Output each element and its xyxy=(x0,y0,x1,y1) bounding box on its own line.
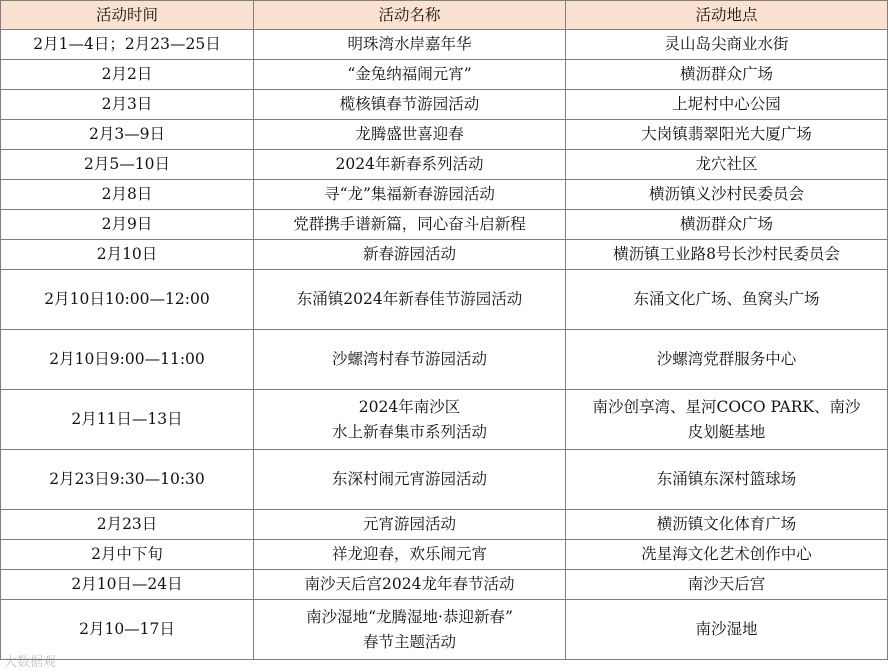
cell-name-text: 2024年新春系列活动 xyxy=(335,155,484,173)
cell-name-text: 寻“龙”集福新春游园活动 xyxy=(324,185,495,203)
cell-name xyxy=(254,270,566,330)
cell-place-text: 横沥群众广场 xyxy=(679,65,773,83)
cell-time-text: 2月10—17日 xyxy=(79,620,175,638)
cell-place xyxy=(566,270,888,330)
table-row xyxy=(1,210,888,240)
cell-place-text: 横沥镇工业路8号长沙村民委员会 xyxy=(613,245,840,263)
cell-name xyxy=(254,90,566,120)
watermark-logo: 大数据观 xyxy=(4,655,57,670)
cell-time xyxy=(1,450,254,510)
cell-time xyxy=(1,30,254,60)
table-row xyxy=(1,30,888,60)
cell-place xyxy=(566,510,888,540)
cell-time-text: 2月10日10:00—12:00 xyxy=(44,290,210,308)
cell-name-text: 新春游园活动 xyxy=(362,245,456,263)
cell-place-text: 横沥群众广场 xyxy=(679,215,773,233)
table-row xyxy=(1,570,888,600)
cell-time xyxy=(1,180,254,210)
cell-name-text: 沙螺湾村春节游园活动 xyxy=(331,350,487,368)
cell-name-text: 南沙湿地“龙腾湿地·恭迎新春” xyxy=(306,607,513,626)
cell-name xyxy=(254,510,566,540)
cell-time-text: 2月23日 xyxy=(96,515,158,533)
cell-place xyxy=(566,600,888,660)
cell-time-text: 2月1—4日；2月23—25日 xyxy=(33,35,221,53)
cell-place-text: 东涌镇东深村篮球场 xyxy=(656,470,797,488)
cell-name-text: 榄核镇春节游园活动 xyxy=(339,95,480,113)
cell-time xyxy=(1,390,254,450)
cell-place-text: 横沥镇文化体育广场 xyxy=(656,515,797,533)
cell-place xyxy=(566,330,888,390)
cell-place xyxy=(566,90,888,120)
table-row xyxy=(1,600,888,660)
cell-time xyxy=(1,210,254,240)
table-row xyxy=(1,120,888,150)
cell-time-text: 2月8日 xyxy=(101,185,153,203)
cell-name xyxy=(254,210,566,240)
header-row xyxy=(1,1,888,30)
header-name: 活动名称 xyxy=(254,1,566,30)
cell-name xyxy=(254,60,566,90)
cell-time xyxy=(1,540,254,570)
cell-place-text: 龙穴社区 xyxy=(695,155,758,173)
cell-name-text: 东涌镇2024年新春佳节游园活动 xyxy=(296,290,523,308)
cell-name-text: 龙腾盛世喜迎春 xyxy=(355,125,464,143)
cell-time-text: 2月23日9:30—10:30 xyxy=(49,470,205,488)
table-row xyxy=(1,150,888,180)
cell-name-text: 元宵游园活动 xyxy=(362,515,456,533)
cell-time xyxy=(1,240,254,270)
table-body xyxy=(1,30,888,660)
cell-place xyxy=(566,150,888,180)
cell-place xyxy=(566,60,888,90)
cell-place-text: 皮划艇基地 xyxy=(687,422,766,441)
cell-place xyxy=(566,450,888,510)
cell-place-text: 大岗镇翡翠阳光大厦广场 xyxy=(641,125,812,143)
cell-name xyxy=(254,30,566,60)
cell-time xyxy=(1,120,254,150)
cell-name xyxy=(254,240,566,270)
cell-time xyxy=(1,60,254,90)
cell-name-text: 2024年南沙区 xyxy=(358,397,461,416)
cell-place-text: 灵山岛尖商业水街 xyxy=(664,35,789,53)
cell-place-text: 上坭村中心公园 xyxy=(672,95,781,113)
table-row xyxy=(1,450,888,510)
cell-name xyxy=(254,150,566,180)
cell-time-text: 2月中下旬 xyxy=(91,545,163,563)
cell-time xyxy=(1,90,254,120)
cell-name xyxy=(254,390,566,450)
cell-time xyxy=(1,270,254,330)
cell-place-text: 南沙湿地 xyxy=(695,620,758,638)
cell-place-text: 东涌文化广场、鱼窝头广场 xyxy=(633,290,820,308)
table-row xyxy=(1,540,888,570)
cell-place-text: 沙螺湾党群服务中心 xyxy=(656,350,797,368)
cell-place xyxy=(566,390,888,450)
cell-name-text: 春节主题活动 xyxy=(362,632,456,651)
cell-name-text: 南沙天后宫2024龙年春节活动 xyxy=(304,575,515,593)
cell-name-text: 明珠湾水岸嘉年华 xyxy=(347,35,472,53)
cell-name-text: 水上新春集市系列活动 xyxy=(331,422,487,441)
table-row xyxy=(1,90,888,120)
cell-name-text: 祥龙迎春，欢乐闹元宵 xyxy=(331,545,487,563)
cell-name-text: 东深村闹元宵游园活动 xyxy=(331,470,487,488)
cell-place xyxy=(566,30,888,60)
cell-name-text: “金兔纳福闹元宵” xyxy=(347,65,472,83)
table-row xyxy=(1,330,888,390)
cell-name xyxy=(254,600,566,660)
cell-name-text: 党群携手谱新篇，同心奋斗启新程 xyxy=(293,215,526,233)
cell-place-text: 横沥镇义沙村民委员会 xyxy=(648,185,804,203)
cell-time xyxy=(1,330,254,390)
cell-place xyxy=(566,570,888,600)
table-row xyxy=(1,240,888,270)
cell-place xyxy=(566,210,888,240)
cell-time xyxy=(1,570,254,600)
cell-place-text: 南沙天后宫 xyxy=(687,575,766,593)
cell-name xyxy=(254,120,566,150)
cell-time-text: 2月10日9:00—11:00 xyxy=(49,350,205,368)
cell-place xyxy=(566,120,888,150)
cell-time xyxy=(1,510,254,540)
cell-time-text: 2月9日 xyxy=(101,215,153,233)
cell-place xyxy=(566,180,888,210)
table-row xyxy=(1,60,888,90)
cell-time-text: 2月3—9日 xyxy=(88,125,166,143)
cell-name xyxy=(254,180,566,210)
table-row xyxy=(1,510,888,540)
cell-time-text: 2月5—10日 xyxy=(84,155,170,173)
header-time: 活动时间 xyxy=(1,1,254,30)
cell-name xyxy=(254,450,566,510)
cell-place-text: 冼星海文化艺术创作中心 xyxy=(641,545,812,563)
cell-time-text: 2月10日—24日 xyxy=(71,575,183,593)
table-row xyxy=(1,180,888,210)
cell-place xyxy=(566,540,888,570)
cell-place xyxy=(566,240,888,270)
cell-time-text: 2月3日 xyxy=(101,95,153,113)
cell-time xyxy=(1,150,254,180)
cell-time-text: 2月2日 xyxy=(101,65,153,83)
cell-name xyxy=(254,330,566,390)
cell-time-text: 2月10日 xyxy=(96,245,158,263)
table-row xyxy=(1,390,888,450)
cell-place-text: 南沙创享湾、星河COCO PARK、南沙 xyxy=(592,397,861,416)
header-place: 活动地点 xyxy=(566,1,888,30)
cell-time-text: 2月11日—13日 xyxy=(71,410,183,428)
cell-name xyxy=(254,570,566,600)
cell-name xyxy=(254,540,566,570)
cell-time xyxy=(1,600,254,660)
table-row xyxy=(1,270,888,330)
